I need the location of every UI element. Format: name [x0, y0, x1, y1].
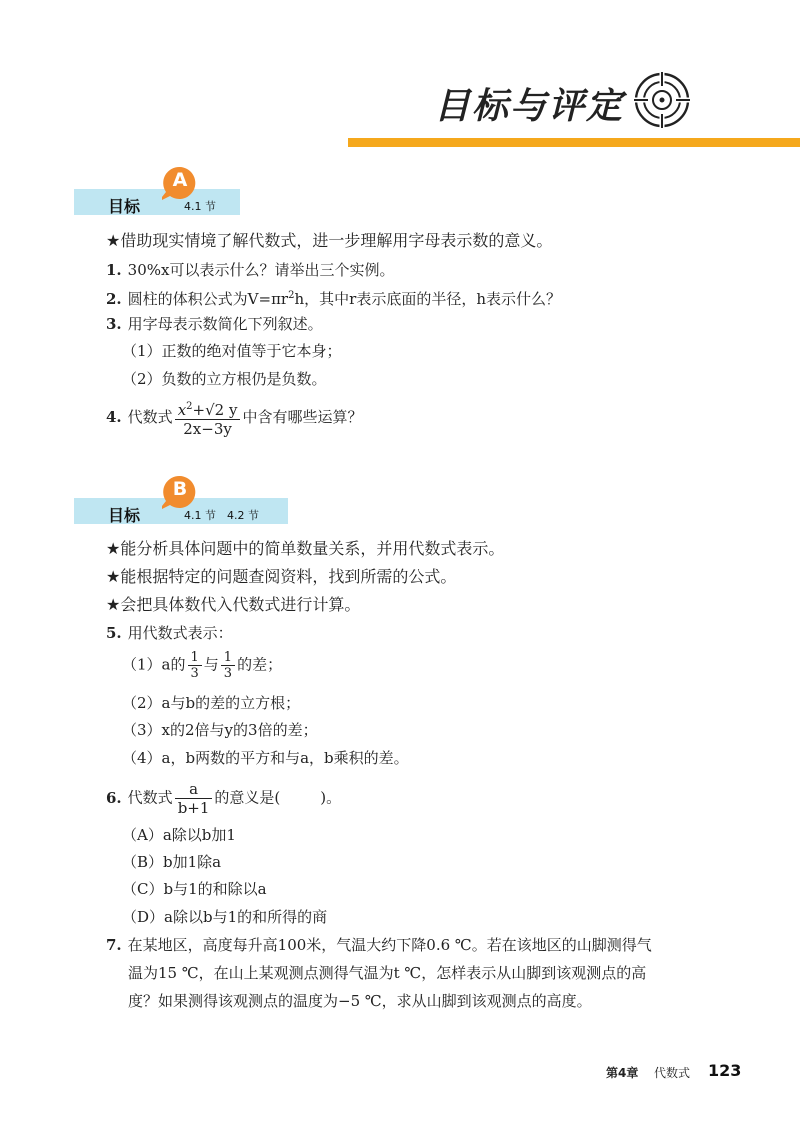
- question-6-option-c: （C）b与1的和除以a: [122, 880, 267, 898]
- question-5-item-3: （3）x的2倍与y的3倍的差；: [122, 721, 318, 739]
- page-title: 目标与评定: [434, 86, 625, 127]
- item-mid: 与: [203, 655, 219, 674]
- question-7-line-1: [106, 936, 652, 954]
- question-number: 5.: [106, 624, 122, 642]
- question-text-a: 圆柱的体积公式为V=πr: [127, 290, 289, 308]
- question-text: 用代数式表示：: [127, 624, 233, 642]
- header-accent-bar: [348, 138, 800, 147]
- goal-b-banner: [74, 478, 288, 525]
- question-3-item-2: （2）负数的立方根仍是负数。: [122, 370, 327, 388]
- fraction: [175, 398, 241, 438]
- question-text: 在某地区，高度每升高100米，气温大约下降0.6 ℃。若在该地区的山脚测得气: [127, 936, 652, 954]
- question-suffix: 的意义是(: [214, 788, 281, 807]
- footer-chapter: 第4章: [606, 1066, 639, 1080]
- superscript: 2: [288, 290, 295, 301]
- item-prefix: （1）a的: [122, 655, 186, 674]
- question-6-option-b: （B）b加1除a: [122, 853, 222, 871]
- fraction-denominator: b+1: [177, 799, 210, 817]
- fraction-one-third: $\frac{1}{3}$: [221, 650, 235, 681]
- fraction-numerator: $x^2+√2$ y: [175, 398, 241, 420]
- goal-a-letter: A: [172, 169, 188, 191]
- fraction-denominator: 2x−3y: [183, 420, 232, 438]
- goal-a-sections: 4.1 节: [184, 200, 216, 213]
- question-6: [106, 780, 341, 817]
- goal-b-label: 目标: [108, 506, 141, 525]
- question-3-item-1: （1）正数的绝对值等于它本身；: [122, 342, 342, 360]
- question-text: 用字母表示数简化下列叙述。: [127, 315, 323, 333]
- fraction: [175, 780, 213, 817]
- question-number: 1.: [106, 261, 122, 279]
- question-suffix: 中含有哪些运算？: [242, 408, 363, 426]
- goal-b-objective-1: ★能分析具体问题中的简单数量关系，并用代数式表示。: [106, 539, 505, 558]
- question-number: 3.: [106, 315, 122, 333]
- question-1: [106, 261, 394, 279]
- question-number: 6.: [106, 788, 122, 807]
- question-7-line-2: 温为15 ℃，在山上某观测点测得气温为t ℃，怎样表示从山脚到该观测点的高: [128, 964, 647, 982]
- question-3: [106, 315, 323, 333]
- question-5-item-4: （4）a，b两数的平方和与a，b乘积的差。: [122, 749, 409, 767]
- question-prefix: 代数式: [127, 788, 173, 807]
- question-5: [106, 624, 233, 642]
- question-2: [106, 287, 561, 308]
- goal-b-sections: 4.1 节 4.2 节: [184, 509, 259, 522]
- question-4: [106, 398, 362, 438]
- question-6-option-a: （A）a除以b加1: [122, 826, 236, 844]
- fraction-numerator: a: [175, 780, 213, 799]
- goal-b-letter: B: [172, 478, 188, 500]
- goal-a-banner: [74, 169, 240, 216]
- page-number: 123: [708, 1061, 742, 1080]
- question-number: 4.: [106, 408, 122, 426]
- question-5-item-1: [122, 650, 282, 681]
- question-text-b: h，其中r表示底面的半径，h表示什么？: [294, 290, 561, 308]
- item-suffix: 的差；: [237, 655, 283, 674]
- goal-b-objective-2: ★能根据特定的问题查阅资料，找到所需的公式。: [106, 567, 457, 586]
- question-number: 2.: [106, 290, 122, 308]
- question-text: 30%x可以表示什么？请举出三个实例。: [127, 261, 395, 279]
- goal-b-objective-3: ★会把具体数代入代数式进行计算。: [106, 595, 361, 614]
- question-5-item-2: （2）a与b的差的立方根；: [122, 694, 301, 712]
- goal-a-objective: ★借助现实情境了解代数式，进一步理解用字母表示数的意义。: [106, 231, 553, 250]
- question-6-option-d: （D）a除以b与1的和所得的商: [122, 908, 328, 926]
- goal-a-label: 目标: [108, 197, 141, 216]
- question-number: 7.: [106, 936, 122, 954]
- question-prefix: 代数式: [127, 408, 173, 426]
- question-suffix-end: )。: [320, 788, 342, 807]
- fraction-one-third: $\frac{1}{3}$: [188, 650, 202, 681]
- target-icon: [632, 70, 692, 130]
- footer-chapter-name: 代数式: [654, 1066, 691, 1080]
- question-7-line-3: 度？如果测得该观测点的温度为−5 ℃，求从山脚到该观测点的高度。: [128, 992, 592, 1010]
